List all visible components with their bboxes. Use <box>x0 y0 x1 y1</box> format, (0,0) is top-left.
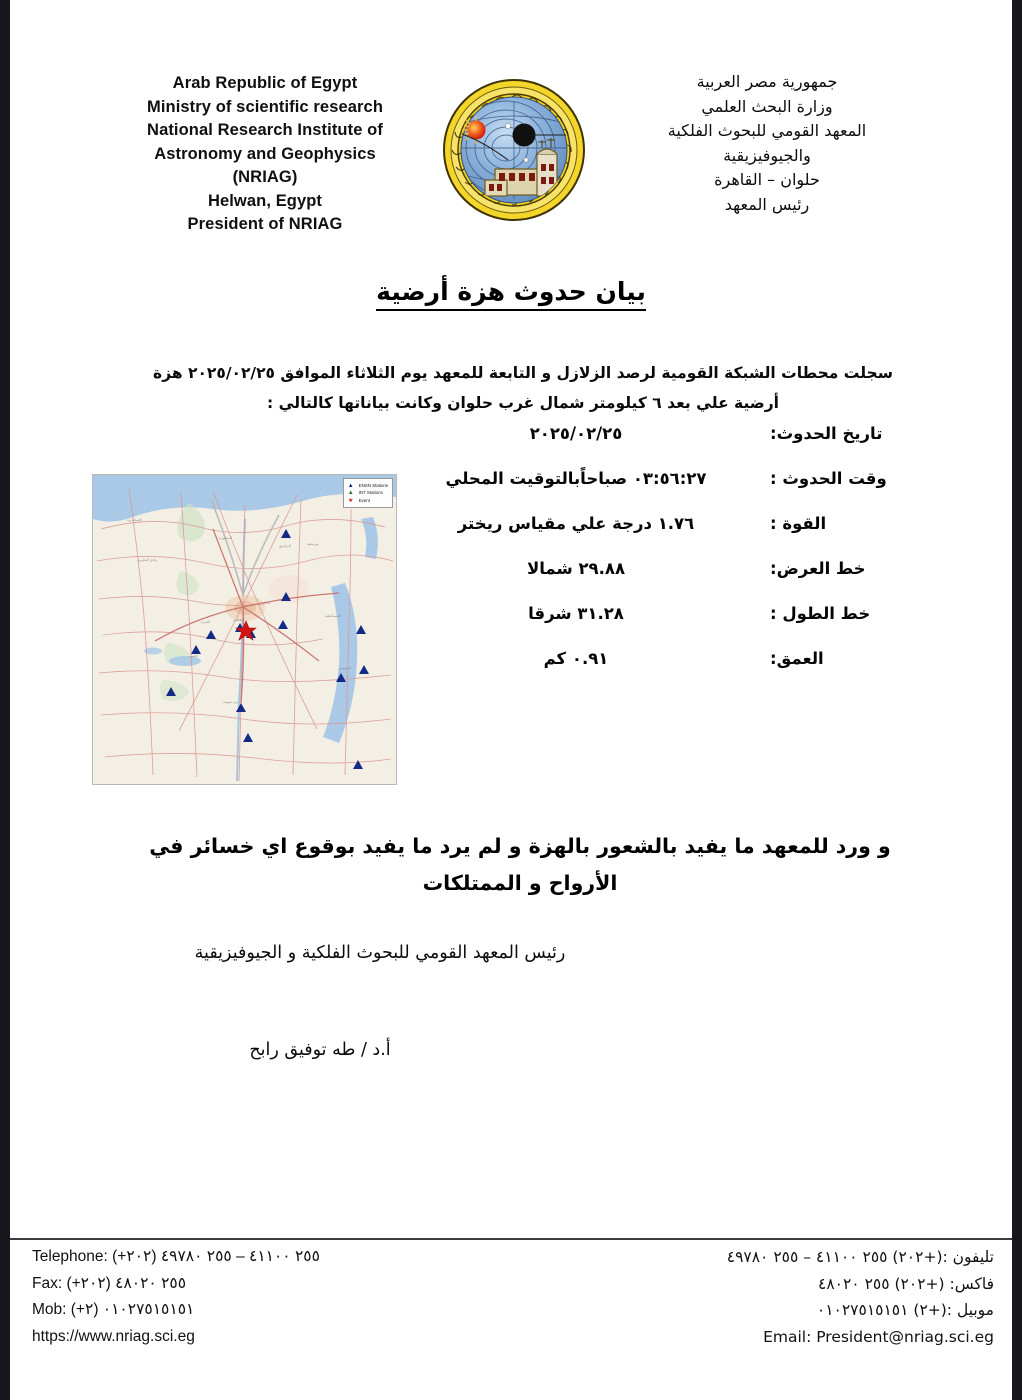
value-depth: ٠.٩١ كم <box>543 649 609 668</box>
green-triangle-icon: ▲ <box>347 490 354 497</box>
legend-label-int: INT Stations <box>358 490 383 496</box>
footer-right-block <box>727 1244 994 1350</box>
header-en-line-4: Astronomy and Geophysics <box>154 144 376 163</box>
page-sheet <box>10 0 1012 1400</box>
event-data-table <box>360 424 920 694</box>
header-en-line-7: President of NRIAG <box>187 215 343 233</box>
footer-email-link[interactable]: Email: President@nriag.sci.eg <box>763 1327 994 1346</box>
header-english-block <box>120 72 410 237</box>
header-en-line-5: (NRIAG) <box>232 168 298 186</box>
blue-triangle-icon: ▲ <box>347 482 354 489</box>
footer-website-link[interactable]: https://www.nriag.sci.eg <box>32 1327 195 1345</box>
page-title-text: بيان حدوث هزة أرضية <box>376 277 646 311</box>
legend-label-event: Event <box>358 497 370 503</box>
nriag-logo-icon <box>438 74 590 226</box>
footer-mobile: Mob: (+٢) ٠١٠٢٧٥١٥١٥١ <box>32 1301 195 1318</box>
intro-paragraph: سجلت محطات الشبكة القومية لرصد الزلازل و التابعة للمعهد يوم الثلاثاء الموافق ٢٠٢٥/٠٢/٢٥ هزة أرضية علي بعد ٦ كيلومتر شمال غرب حلوان وكانت بياناتها كالتالي : <box>153 364 893 412</box>
table-row-event-date <box>360 424 920 469</box>
header-ar-line-6: رئيس المعهد <box>724 194 810 214</box>
label-event-date: تاريخ الحدوث: <box>770 424 883 443</box>
svg-text:الفيوم: الفيوم <box>189 654 198 658</box>
label-event-time: وقت الحدوث : <box>770 469 887 488</box>
header-ar-line-2: وزارة البحث العلمي <box>701 96 833 116</box>
value-event-time: ٠٣:٥٦:٢٧ صباحاًبالتوقيت المحلي <box>445 469 707 488</box>
footer-fax: Fax: (+٢٠٢) ٢٥٥ ٤٨٠٢٠ <box>32 1274 187 1292</box>
value-magnitude: ١.٧٦ درجة علي مقياس ريختر <box>457 514 695 533</box>
value-longitude: ٣١.٢٨ شرقا <box>528 604 624 623</box>
footer-divider <box>10 1238 1012 1240</box>
document-footer <box>10 1244 1012 1364</box>
svg-text:بورسعيد: بورسعيد <box>307 542 319 546</box>
table-row-magnitude <box>360 514 920 559</box>
label-magnitude: القوة : <box>770 514 827 533</box>
svg-text:بني سويف: بني سويف <box>223 700 238 704</box>
header-ar-line-4: والجيوفيزيقية <box>723 145 811 165</box>
header-ar-line-3: المعهد القومي للبحوث الفلكية <box>667 121 867 140</box>
header-ar-line-1: جمهورية مصر العربية <box>696 72 838 91</box>
label-longitude: خط الطول : <box>770 604 871 623</box>
footer-left-block <box>32 1244 320 1350</box>
header-arabic-block <box>622 70 912 217</box>
value-event-date: ٢٠٢٥/٠٢/٢٥ <box>529 424 623 443</box>
document-header <box>10 62 1012 252</box>
signature-name: أ.د / طه توفيق رابح <box>249 1040 391 1060</box>
svg-text:الإسكندرية: الإسكندرية <box>127 518 142 522</box>
table-row-event-time <box>360 469 920 514</box>
header-en-line-1: Arab Republic of Egypt <box>172 74 358 92</box>
epicenter-location-map <box>92 474 397 785</box>
svg-text:الجيزة: الجيزة <box>201 620 210 624</box>
header-en-line-2: Ministry of scientific research <box>146 97 384 116</box>
footer-telephone: Telephone: (+٢٠٢) ٢٥٥ ٤١١٠٠ – ٢٥٥ ٤٩٧٨٠ <box>32 1248 320 1265</box>
header-en-line-6: Helwan, Egypt <box>207 191 323 210</box>
svg-text:الإسماعيلية: الإسماعيلية <box>325 614 341 618</box>
value-latitude: ٢٩.٨٨ شمالا <box>526 559 626 578</box>
svg-text:المنصورة: المنصورة <box>219 536 233 540</box>
table-row-depth <box>360 649 920 694</box>
svg-text:القاهرة: القاهرة <box>233 618 244 622</box>
header-ar-line-5: حلوان – القاهرة <box>714 170 820 189</box>
label-latitude: خط العرض: <box>770 559 866 578</box>
footer-mobile-ar: موبيل :(+٢) ٠١٠٢٧٥١٥١٥١ <box>816 1301 994 1319</box>
table-row-longitude <box>360 604 920 649</box>
legend-label-ensn: ENSN Stations <box>358 483 388 488</box>
label-depth: العمق: <box>770 649 824 668</box>
footer-fax-ar: فاكس: (+٢٠٢) ٢٥٥ ٤٨٠٢٠ <box>818 1274 994 1293</box>
svg-text:الزقازيق: الزقازيق <box>279 544 291 548</box>
signature-role: رئيس المعهد القومي للبحوث الفلكية و الجيوفيزيقية <box>194 943 566 963</box>
red-star-icon: ★ <box>348 497 354 504</box>
page-title <box>10 277 1012 306</box>
header-en-line-3: National Research Institute of <box>147 121 383 139</box>
svg-text:السويس: السويس <box>339 666 352 670</box>
damage-statement: و ورد للمعهد ما يفيد بالشعور بالهزة و لم يرد ما يفيد بوقوع اي خسائر في الأرواح و الممتلكات <box>149 834 891 895</box>
svg-text:وادي النطرون: وادي النطرون <box>137 558 157 562</box>
footer-telephone-ar: تليفون :(+٢٠٢) ٢٥٥ ٤١١٠٠ – ٢٥٥ ٤٩٧٨٠ <box>726 1248 994 1266</box>
table-row-latitude <box>360 559 920 604</box>
